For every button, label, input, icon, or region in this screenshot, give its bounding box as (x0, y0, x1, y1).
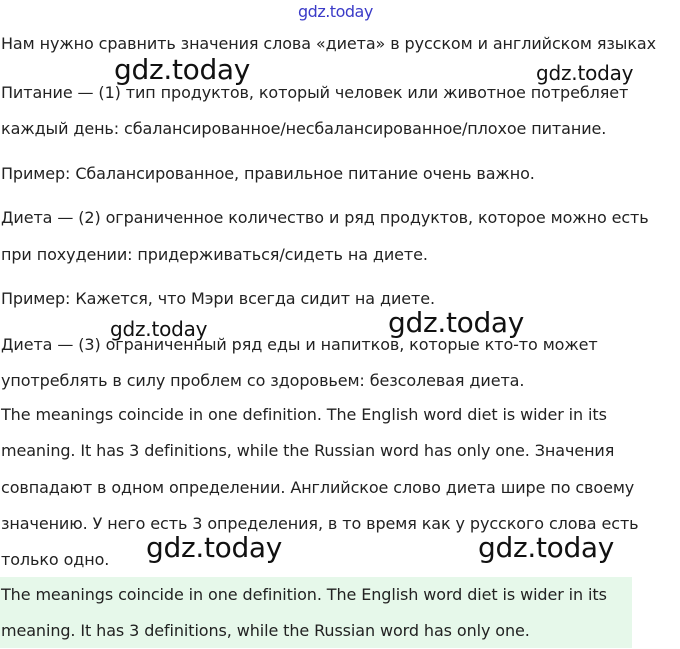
explanation-line-5: только одно. (1, 550, 110, 569)
definition-3-line-2: употреблять в силу проблем со здоровьем: безсолевая диета. (1, 371, 525, 390)
top-watermark: gdz.today (298, 2, 373, 21)
watermark-1: gdz.today (114, 53, 251, 86)
watermark-4: gdz.today (388, 306, 525, 339)
explanation-line-4: значению. У него есть 3 определения, в то время как у русского слова есть (1, 514, 639, 533)
watermark-3: gdz.today (110, 317, 208, 341)
watermark-2: gdz.today (536, 61, 634, 85)
answer-line-1: The meanings coincide in one definition. The English word diet is wider in its (1, 585, 607, 604)
explanation-line-1: The meanings coincide in one definition. The English word diet is wider in its (1, 405, 607, 424)
watermark-5: gdz.today (146, 531, 283, 564)
definition-2-line-2: при похудении: придерживаться/сидеть на диете. (1, 245, 428, 264)
answer-line-2: meaning. It has 3 definitions, while the Russian word has only one. (1, 621, 530, 640)
answer-highlight (0, 577, 632, 648)
definition-1-line-1: Питание — (1) тип продуктов, который человек или животное потребляет (1, 83, 629, 102)
explanation-line-3: совпадают в одном определении. Английское слово диета шире по своему (1, 478, 635, 497)
explanation-line-2: meaning. It has 3 definitions, while the Russian word has only one. Значения (1, 441, 615, 460)
example-1: Пример: Сбалансированное, правильное питание очень важно. (1, 164, 535, 183)
intro-text: Нам нужно сравнить значения слова «диета» в русском и английском языках (1, 34, 656, 53)
definition-2-line-1: Диета — (2) ограниченное количество и ряд продуктов, которое можно есть (1, 208, 649, 227)
definition-3-line-1: Диета — (3) ограниченный ряд еды и напитков, которые кто-то может (1, 335, 598, 354)
example-2: Пример: Кажется, что Мэри всегда сидит на диете. (1, 289, 435, 308)
definition-1-line-2: каждый день: сбалансированное/несбалансированное/плохое питание. (1, 119, 607, 138)
watermark-6: gdz.today (478, 531, 615, 564)
